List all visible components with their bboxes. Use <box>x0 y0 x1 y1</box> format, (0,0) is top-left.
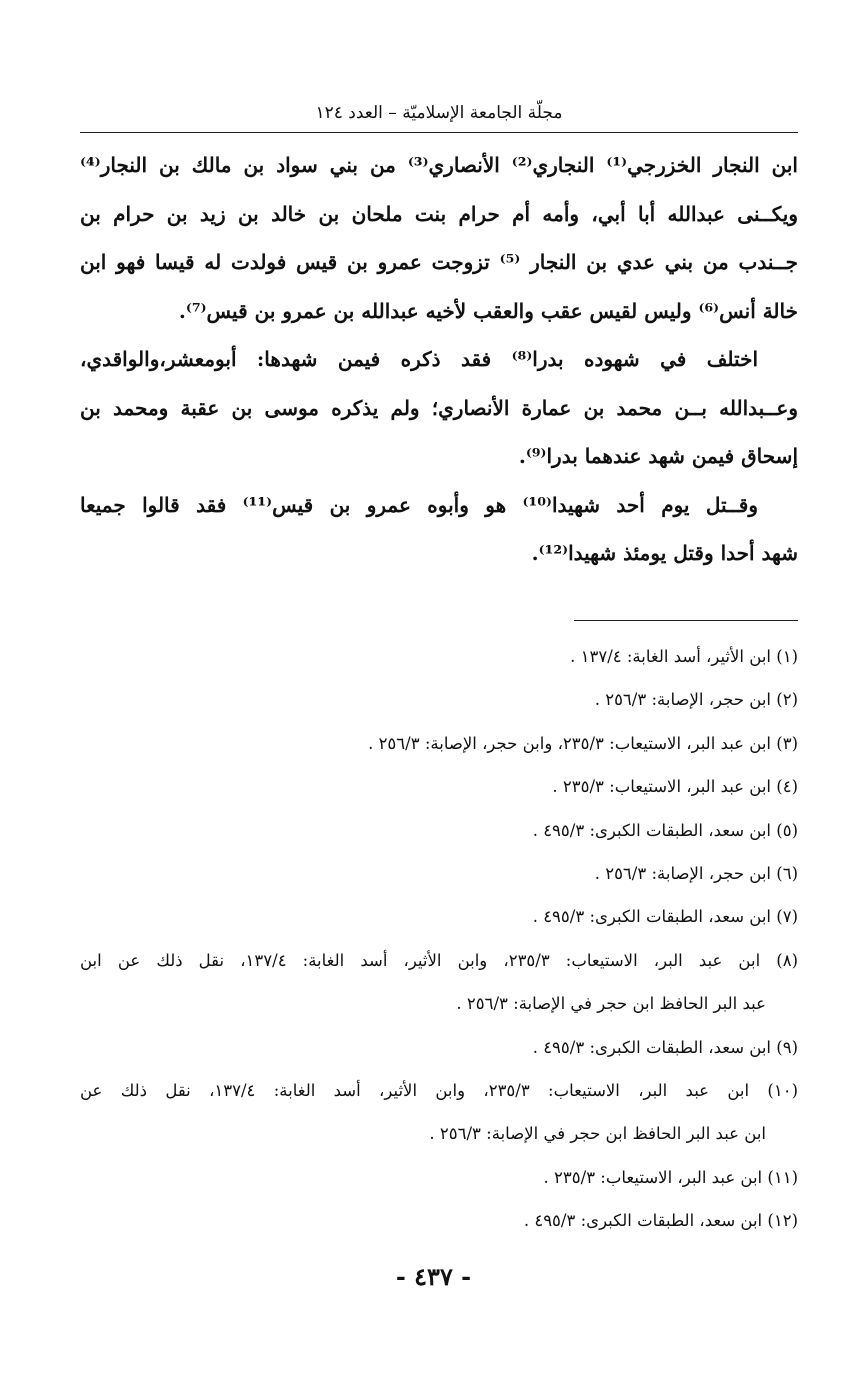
footnotes <box>80 635 798 1242</box>
footnote: (٩) ابن سعد، الطبقات الكبرى: ٤٩٥/٣ . <box>532 1037 798 1057</box>
page-number: - ٤٣٧ - <box>395 1262 472 1291</box>
body-line: اختلف في شهوده بدرا⁽⁸⁾ فقد ذكره فيمن شهدها: أبومعشر،والواقدي، <box>80 347 758 371</box>
footnote: (١٠) ابن عبد البر، الاستيعاب: ٢٣٥/٣، وابن الأثير، أسد الغابة: ١٣٧/٤، نقل ذلك عن <box>80 1080 798 1100</box>
running-header: مجلّة الجامعة الإسلاميّة – العدد ١٢٤ <box>315 103 563 123</box>
footnote-continuation: عبد البر الحافظ ابن حجر في الإصابة: ٢٥٦/٣ . <box>456 994 766 1014</box>
footnote: (٨) ابن عبد البر، الاستيعاب: ٢٣٥/٣، وابن الأثير، أسد الغابة: ١٣٧/٤، نقل ذلك عن ابن <box>80 950 798 970</box>
body-line: شهد أحدا وقتل يومئذ شهيدا⁽¹²⁾. <box>531 541 798 565</box>
footnote-continuation: ابن عبد البر الحافظ ابن حجر في الإصابة: ٢٥٦/٣ . <box>429 1124 766 1144</box>
footnote: (٥) ابن سعد، الطبقات الكبرى: ٤٩٥/٣ . <box>532 820 798 840</box>
main-text <box>80 141 798 578</box>
footnote: (٢) ابن حجر، الإصابة: ٢٥٦/٣ . <box>594 690 798 710</box>
body-line: ويكــنى عبدالله أبا أبي، وأمه أم حرام بنت ملحان بن خالد بن زيد بن حرام بن <box>80 201 798 226</box>
body-line: وعــبدالله بــن محمد بن عمارة الأنصاري؛ ولم يذكره موسى بن عقبة ومحمد بن <box>80 395 798 420</box>
body-line: ابن النجار الخزرجي⁽¹⁾ النجاري⁽²⁾ الأنصاري⁽³⁾ من بني سواد بن مالك بن النجار⁽⁴⁾ <box>80 153 798 177</box>
body-line: إسحاق فيمن شهد عندهما بدرا⁽⁹⁾. <box>518 444 798 468</box>
footnote: (١) ابن الأثير، أسد الغابة: ١٣٧/٤ . <box>570 647 798 666</box>
body-line: خالة أنس⁽⁶⁾ وليس لقيس عقب والعقب لأخيه عبدالله بن عمرو بن قيس⁽⁷⁾. <box>178 298 798 323</box>
header-divider <box>80 132 798 133</box>
footnote: (٧) ابن سعد، الطبقات الكبرى: ٤٩٥/٣ . <box>532 907 798 927</box>
body-line: وقــتل يوم أحد شهيدا⁽¹⁰⁾ هو وأبوه عمرو بن قيس⁽¹¹⁾ فقد قالوا جميعا <box>80 492 758 517</box>
footnote: (١٢) ابن سعد، الطبقات الكبرى: ٤٩٥/٣ . <box>523 1211 798 1231</box>
footnote-divider <box>574 620 798 621</box>
body-line: جــندب من بني عدي بن النجار ⁽⁵⁾ تزوجت عمرو بن قيس فولدت له قيسا فهو ابن <box>80 250 798 274</box>
footnote: (١١) ابن عبد البر، الاستيعاب: ٢٣٥/٣ . <box>543 1167 798 1187</box>
footnote: (٤) ابن عبد البر، الاستيعاب: ٢٣٥/٣ . <box>552 777 798 797</box>
footnote: (٦) ابن حجر، الإصابة: ٢٥٦/٣ . <box>594 863 798 883</box>
footnote: (٣) ابن عبد البر، الاستيعاب: ٢٣٥/٣، وابن حجر، الإصابة: ٢٥٦/٣ . <box>368 733 798 753</box>
